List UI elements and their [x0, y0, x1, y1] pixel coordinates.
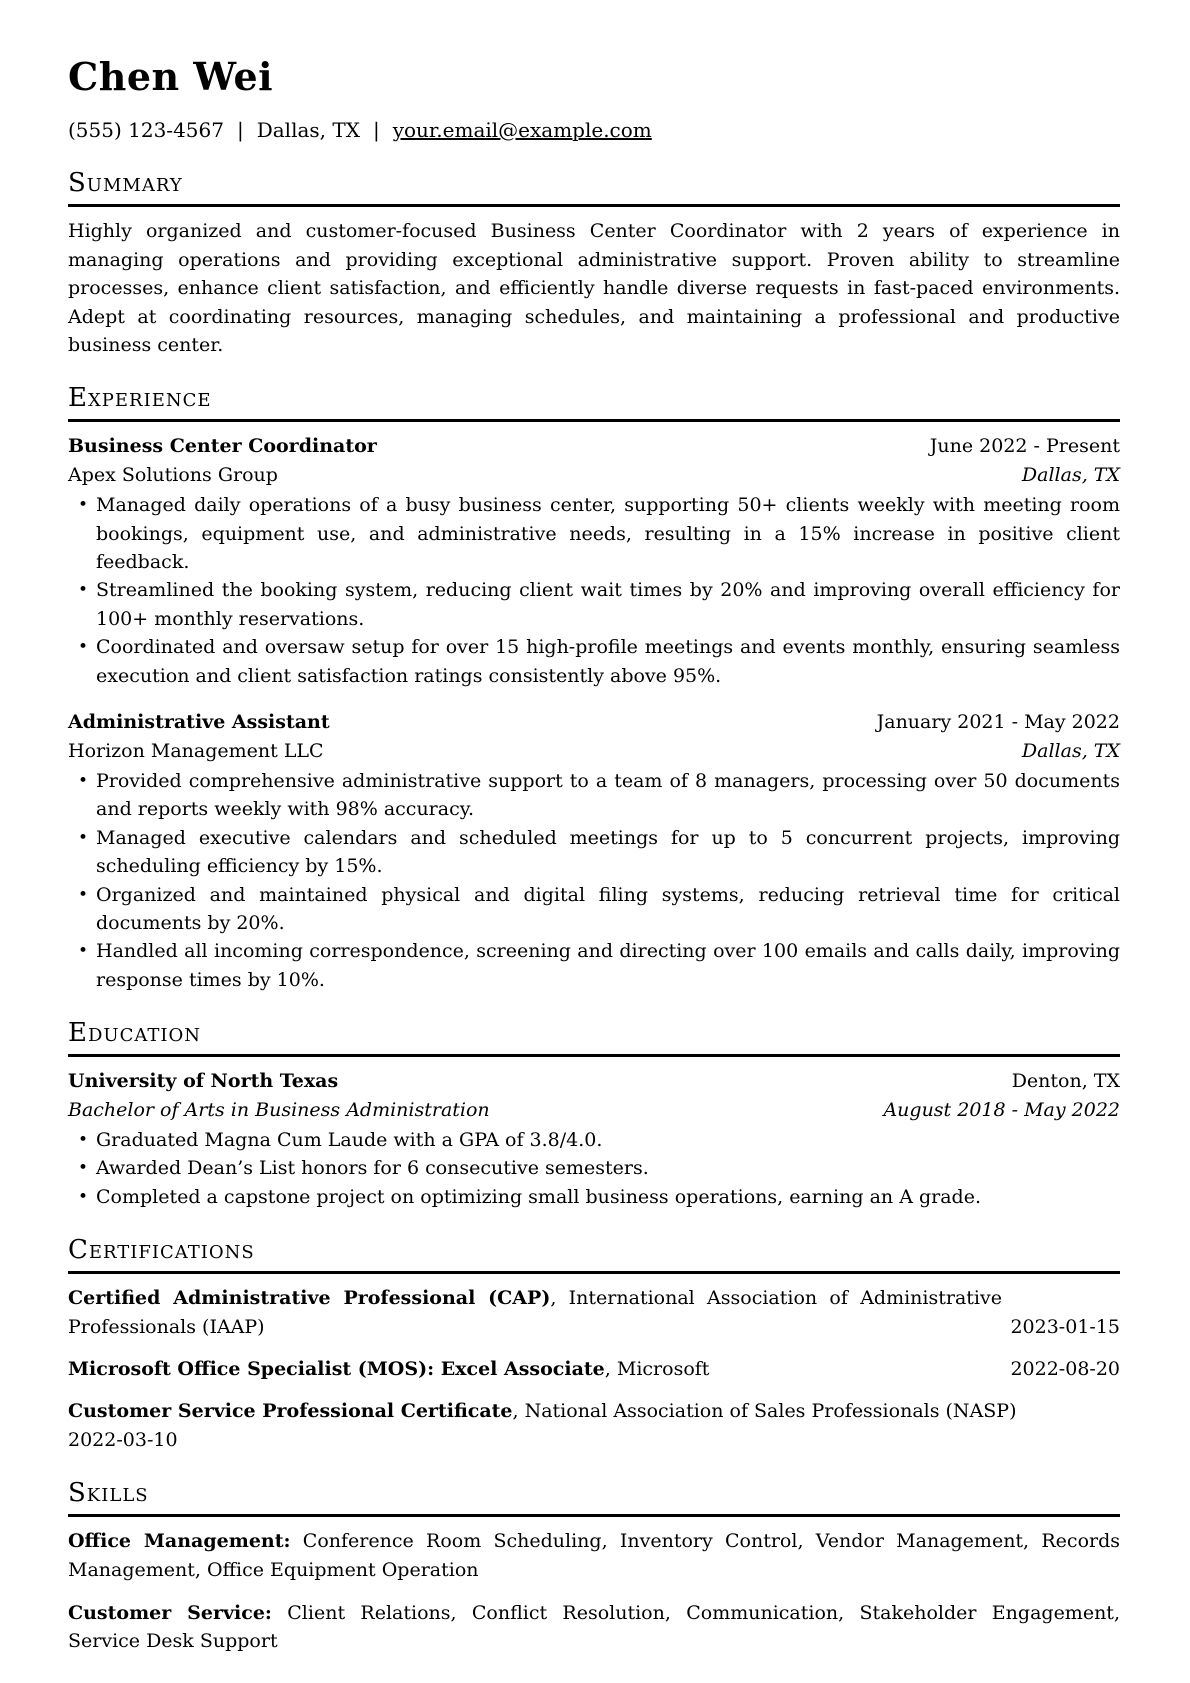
certification-name: Customer Service Professional Certificate — [68, 1400, 513, 1423]
job-title: Administrative Assistant — [68, 711, 330, 734]
job-bullet: • Handled all incoming correspondence, screening and directing over 100 emails and calls daily, improving response times by 10%. — [68, 937, 1120, 994]
resume-header — [68, 54, 1120, 144]
job-dates: June 2022 - Present — [929, 435, 1120, 458]
certification-text — [68, 1355, 1120, 1383]
section-summary — [68, 167, 1120, 359]
job-entry — [68, 708, 1120, 994]
education-entry — [68, 1067, 1120, 1211]
job-title: Business Center Coordinator — [68, 435, 377, 458]
experience-section-title: Experience — [68, 382, 1120, 422]
certification-date: 2022-08-20 — [1010, 1358, 1120, 1380]
job-company: Apex Solutions Group — [68, 463, 278, 486]
job-title-row — [68, 708, 1120, 736]
education-bullet: • Completed a capstone project on optimizing small business operations, earning an A grade. — [68, 1183, 1120, 1211]
person-name: Chen Wei — [68, 54, 274, 99]
certification-name: Certified Administrative Professional (CAP) — [68, 1287, 551, 1310]
certification-org: National Association of Sales Professionals (NASP) — [524, 1400, 1017, 1423]
job-entry — [68, 432, 1120, 690]
certification-entry — [68, 1355, 1120, 1383]
skill-group — [68, 1527, 1120, 1584]
job-company-row — [68, 737, 1120, 765]
contact-line — [68, 116, 1120, 144]
section-education — [68, 1017, 1120, 1211]
section-skills — [68, 1477, 1120, 1656]
job-bullet: • Managed executive calendars and scheduled meetings for up to 5 concurrent projects, improving scheduling efficiency by 15%. — [68, 824, 1120, 881]
certification-separator: , — [512, 1400, 525, 1423]
job-bullet: • Managed daily operations of a busy business center, supporting 50+ clients weekly with meeting room bookings, equipment use, and administrative needs, resulting in a 15% increase in positive client feedback. — [68, 491, 1120, 576]
certification-org: Microsoft — [616, 1358, 710, 1380]
section-certifications — [68, 1234, 1120, 1454]
education-bullet: • Awarded Dean’s List honors for 6 consecutive semesters. — [68, 1154, 1120, 1182]
degree-row — [68, 1096, 1120, 1124]
email-link[interactable]: your.email@example.com — [392, 118, 652, 142]
certification-entry — [68, 1397, 1120, 1454]
job-dates: January 2021 - May 2022 — [876, 711, 1120, 734]
phone-number: (555) 123-4567 — [68, 118, 224, 142]
degree-name: Bachelor of Arts in Business Administration — [68, 1098, 490, 1121]
job-location: Dallas, TX — [1021, 463, 1120, 486]
certification-separator: , — [550, 1287, 569, 1310]
certification-text — [68, 1397, 1120, 1425]
job-bullet-list — [68, 767, 1120, 994]
summary-text: Highly organized and customer-focused Business Center Coordinator with 2 years of experience in managing operations and providing exceptional administrative support. Proven ability to streamline processes, enhance client satisfaction, and efficiently handle diverse requests in fast-paced environments. Adept at coordinating resources, managing schedules, and maintaining a professional and productive business center. — [68, 220, 1120, 357]
skill-category: Customer Service: — [68, 1602, 272, 1625]
skill-group — [68, 1599, 1120, 1656]
certifications-section-title: Certifications — [68, 1234, 1120, 1274]
location-text: Dallas, TX — [256, 118, 360, 142]
education-bullet-list — [68, 1126, 1120, 1211]
summary-section-title: Summary — [68, 167, 1120, 207]
certification-org: International Association of Administrative Professionals (IAAP) — [68, 1287, 1002, 1338]
certification-name: Microsoft Office Specialist (MOS): Excel Associate — [68, 1358, 605, 1380]
skill-category: Office Management: — [68, 1530, 291, 1553]
certification-date: 2022-03-10 — [68, 1428, 178, 1451]
job-bullet: • Coordinated and oversaw setup for over 15 high-profile meetings and events monthly, ensuring seamless execution and client satisfaction ratings consistently above 95%. — [68, 633, 1120, 690]
school-name: University of North Texas — [68, 1070, 339, 1093]
job-bullet: • Organized and maintained physical and digital filing systems, reducing retrieval time for critical documents by 20%. — [68, 881, 1120, 938]
skill-list: Client Relations, Conflict Resolution, Communication, Stakeholder Engagement, Service Desk Support — [68, 1602, 1120, 1653]
skills-section-title: Skills — [68, 1477, 1120, 1517]
separator-bar: | — [236, 118, 244, 142]
education-dates: August 2018 - May 2022 — [883, 1098, 1120, 1121]
job-company: Horizon Management LLC — [68, 739, 324, 762]
job-bullet: • Provided comprehensive administrative support to a team of 8 managers, processing over 50 documents and reports weekly with 98% accuracy. — [68, 767, 1120, 824]
certification-text — [68, 1284, 1120, 1341]
certification-date: 2023-01-15 — [1010, 1315, 1120, 1338]
education-bullet: • Graduated Magna Cum Laude with a GPA of 3.8/4.0. — [68, 1126, 1120, 1154]
section-experience — [68, 382, 1120, 994]
certification-entry — [68, 1284, 1120, 1341]
job-company-row — [68, 461, 1120, 489]
skill-list: Conference Room Scheduling, Inventory Control, Vendor Management, Records Management, Office Equipment Operation — [68, 1530, 1120, 1581]
job-bullet-list — [68, 491, 1120, 690]
certification-separator: , — [604, 1358, 617, 1380]
job-location: Dallas, TX — [1021, 739, 1120, 762]
school-row — [68, 1067, 1120, 1095]
school-location: Denton, TX — [1011, 1070, 1120, 1093]
separator-bar: | — [372, 118, 380, 142]
job-bullet: • Streamlined the booking system, reducing client wait times by 20% and improving overall efficiency for 100+ monthly reservations. — [68, 576, 1120, 633]
job-title-row — [68, 432, 1120, 460]
education-section-title: Education — [68, 1017, 1120, 1057]
